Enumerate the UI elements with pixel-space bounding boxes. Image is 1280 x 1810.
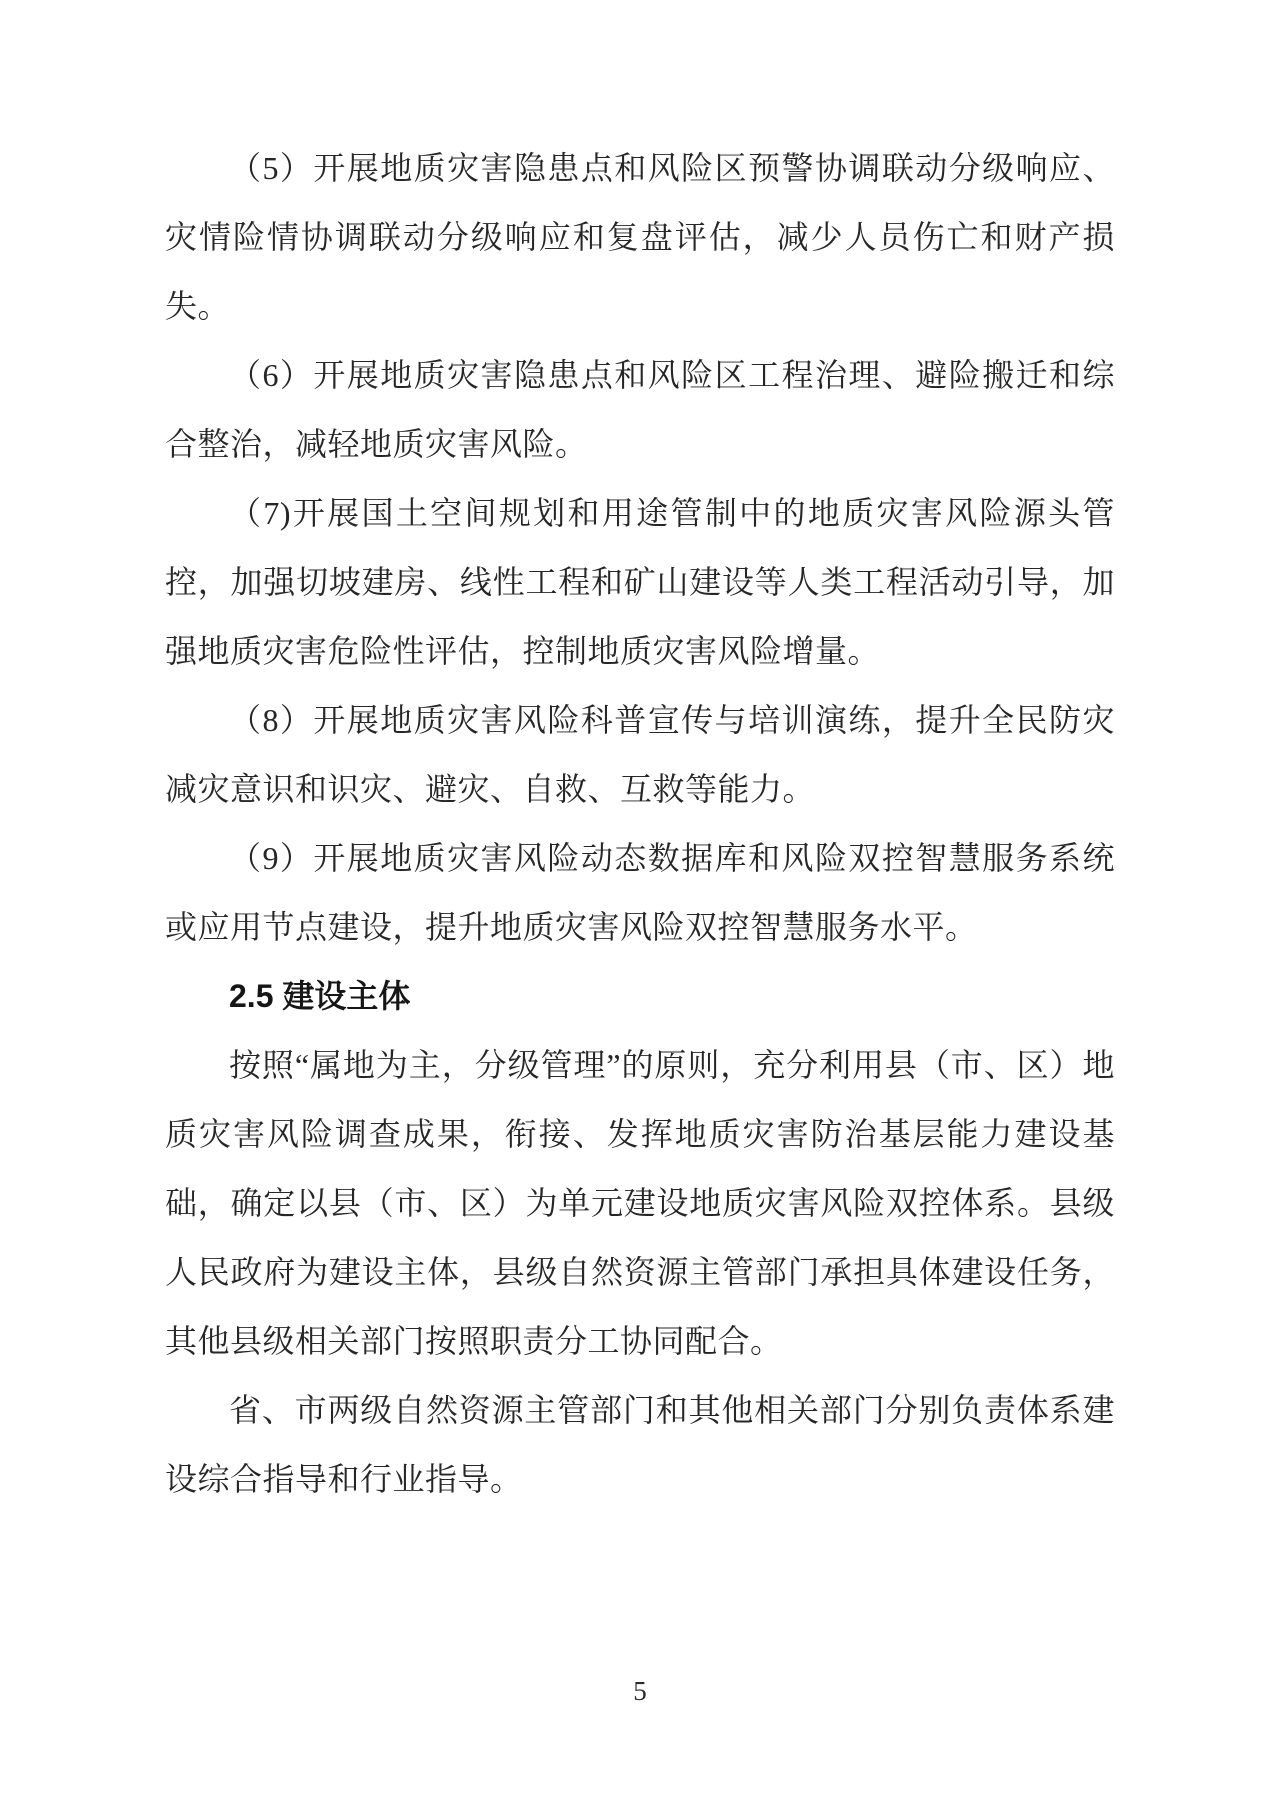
page-number: 5 (633, 1676, 647, 1706)
paragraph-guidance: 省、市两级自然资源主管部门和其他相关部门分别负责体系建设综合指导和行业指导。 (165, 1392, 1115, 1497)
paragraph-item-5: （5）开展地质灾害隐患点和风险区预警协调联动分级响应、灾情险情协调联动分级响应和复盘评估，减少人员伤亡和财产损失。 (165, 150, 1115, 324)
page-footer (0, 1676, 1280, 1707)
paragraph-item-7: （7)开展国土空间规划和用途管制中的地质灾害风险源头管控，加强切坡建房、线性工程和矿山建设等人类工程活动引导，加强地质灾害危险性评估，控制地质灾害风险增量。 (165, 495, 1115, 669)
section-heading-2-5: 2.5 建设主体 (229, 978, 411, 1014)
paragraph-item-8: （8）开展地质灾害风险科普宣传与培训演练，提升全民防灾减灾意识和识灾、避灾、自救、互救等能力。 (165, 702, 1115, 807)
paragraph-item-6: （6）开展地质灾害隐患点和风险区工程治理、避险搬迁和综合整治，减轻地质灾害风险。 (165, 357, 1115, 462)
paragraph-construction-body: 按照“属地为主，分级管理”的原则，充分利用县（市、区）地质灾害风险调查成果，衔接、发挥地质灾害防治基层能力建设基础，确定以县（市、区）为单元建设地质灾害风险双控体系。县级人民政府为建设主体，县级自然资源主管部门承担具体建设任务，其他县级相关部门按照职责分工协同配合。 (165, 1047, 1115, 1359)
paragraph-item-9: （9）开展地质灾害风险动态数据库和风险双控智慧服务系统或应用节点建设，提升地质灾害风险双控智慧服务水平。 (165, 840, 1115, 945)
